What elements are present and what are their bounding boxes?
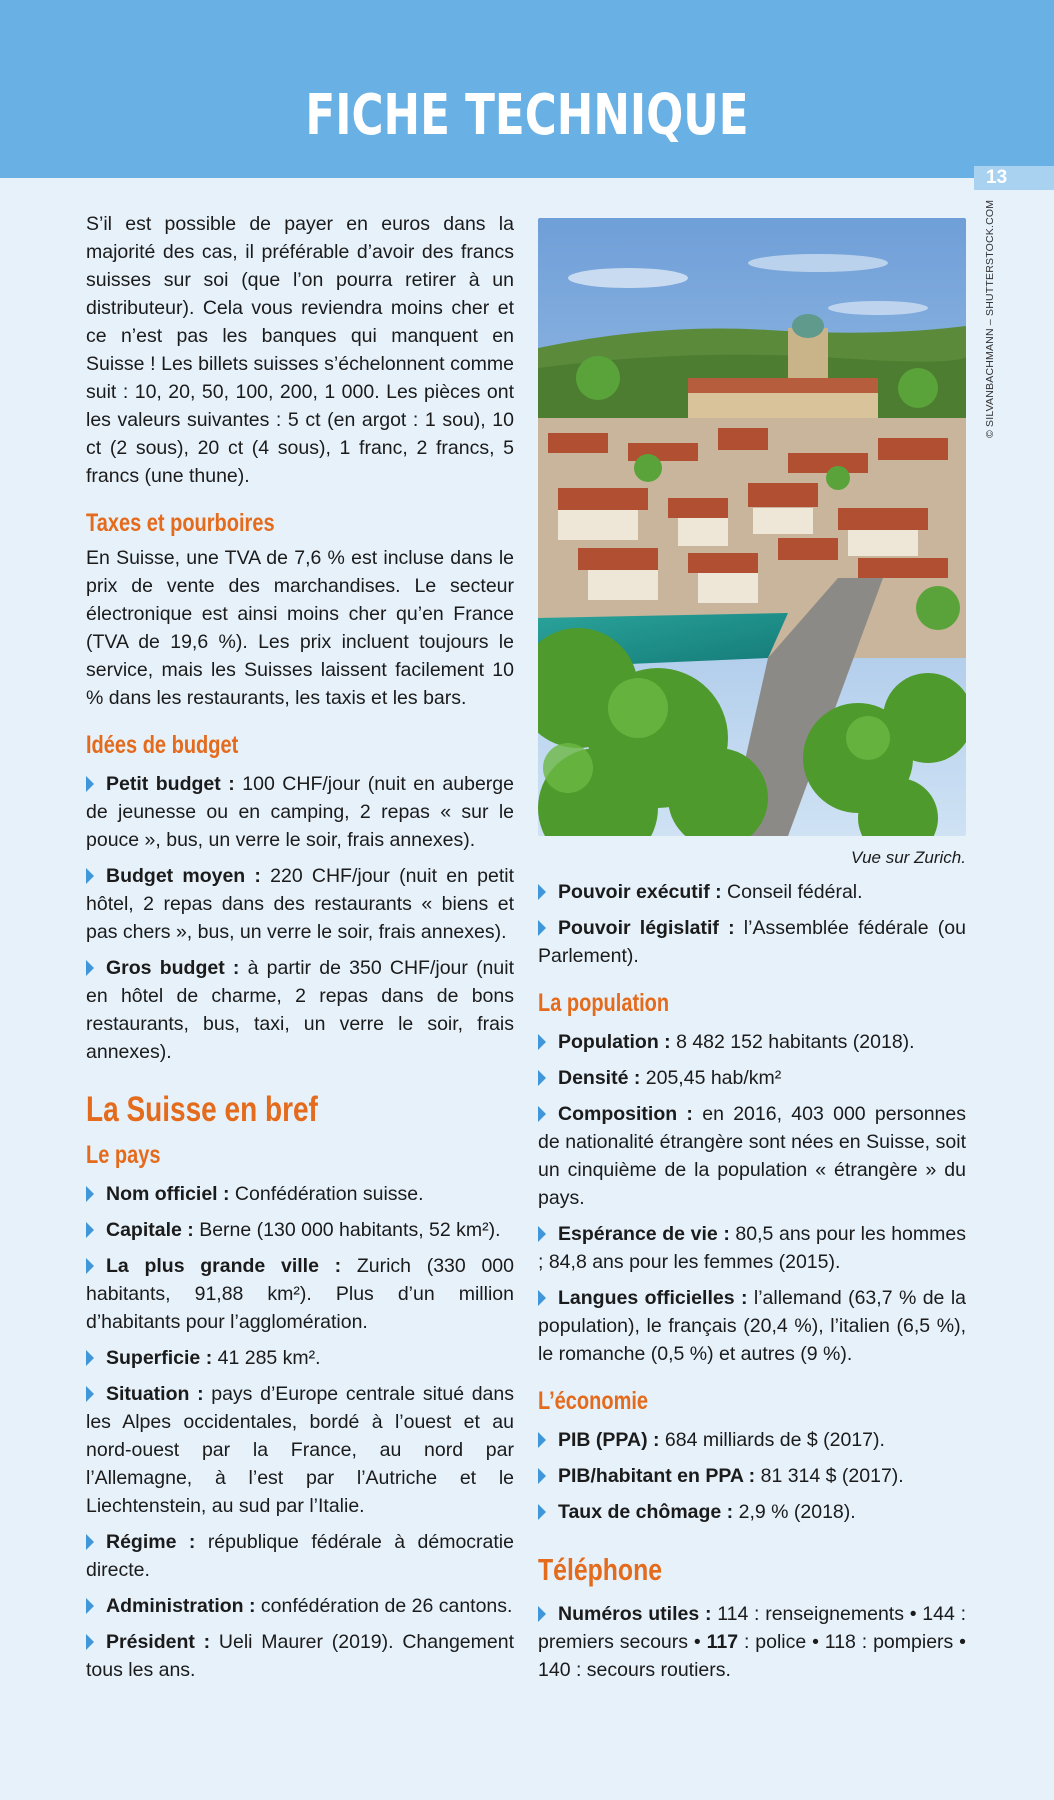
bullet-arrow-icon bbox=[538, 1606, 546, 1622]
list-item: Superficie : 41 285 km². bbox=[86, 1344, 514, 1372]
bullet-arrow-icon bbox=[86, 1634, 94, 1650]
list-item: Espérance de vie : 80,5 ans pour les hommes ; 84,8 ans pour les femmes (2015). bbox=[538, 1223, 966, 1273]
bullet-arrow-icon bbox=[538, 1290, 546, 1306]
bullet-arrow-icon bbox=[86, 868, 94, 884]
bullet-arrow-icon bbox=[538, 920, 546, 936]
list-item: Gros budget : à partir de 350 CHF/jour (nuit en hôtel de charme, 2 repas dans de bons restaurants, bus, taxi, un verre le soir, frais annexes). bbox=[86, 957, 515, 1063]
pays-heading: Le pays bbox=[86, 1141, 161, 1169]
list-item: Langues officielles : l’allemand (63,7 % de la population), le français (20,4 %), l’italien (6,5 %), le romanche (0,5 %) et autres (9 %). bbox=[538, 1287, 966, 1365]
list-item: Budget moyen : 220 CHF/jour (nuit en petit hôtel, 2 repas dans des restaurants « biens et pas chers », bus, un verre le soir, frais annexes). bbox=[86, 865, 514, 943]
page-number: 13 bbox=[974, 166, 1054, 190]
budget-heading: Idées de budget bbox=[86, 731, 239, 759]
list-item: Régime : république fédérale à démocratie directe. bbox=[86, 1531, 514, 1581]
page-header bbox=[0, 0, 1054, 178]
photo-caption: Vue sur Zurich. bbox=[851, 848, 966, 867]
bullet-arrow-icon bbox=[86, 1186, 94, 1202]
bullet-arrow-icon bbox=[86, 1222, 94, 1238]
bullet-arrow-icon bbox=[86, 1350, 94, 1366]
list-item: La plus grande ville : Zurich (330 000 habitants, 91,88 km²). Plus d’un million d’habitants pour l’agglomération. bbox=[86, 1255, 514, 1333]
intro-paragraph: S’il est possible de payer en euros dans la majorité des cas, il préférable d’avoir des francs suisses sur soi (que l’on pourra retirer à un distributeur). Cela vous reviendra moins cher et ce n’est pas les banques qui manquent en Suisse ! Les billets suisses s’échelonnent comme suit : 10, 20, 50, 100, 200, 1 000. Les pièces ont les valeurs suivantes : 5 ct (en argot : 1 sou), 10 ct (2 sous), 20 ct (4 sous), 1 franc, 2 francs, 5 francs (une thune). bbox=[86, 213, 514, 487]
economie-heading: L’économie bbox=[538, 1387, 649, 1415]
bullet-arrow-icon bbox=[86, 960, 94, 976]
bullet-arrow-icon bbox=[86, 1598, 94, 1614]
bref-heading: La Suisse en bref bbox=[86, 1090, 318, 1129]
list-item: Président : Ueli Maurer (2019). Changement tous les ans. bbox=[86, 1631, 514, 1681]
bullet-arrow-icon bbox=[538, 884, 546, 900]
list-item: Taux de chômage : 2,9 % (2018). bbox=[538, 1498, 966, 1526]
list-item: Densité : 205,45 hab/km² bbox=[538, 1064, 966, 1092]
bullet-arrow-icon bbox=[538, 1226, 546, 1242]
zurich-cityscape-image bbox=[538, 218, 966, 836]
photo-credit: © SILVANBACHMANN – SHUTTERSTOCK.COM bbox=[984, 199, 996, 438]
taxes-heading: Taxes et pourboires bbox=[86, 509, 275, 537]
population-heading: La population bbox=[538, 989, 670, 1017]
list-item: Situation : pays d’Europe centrale situé dans les Alpes occidentales, bordé à l’ouest et au nord-ouest par la France, au nord par l’Allemagne, à l’est par l’Autriche et le Liechtenstein, au sud par l’Italie. bbox=[86, 1383, 514, 1517]
left-column bbox=[86, 210, 514, 1684]
list-item: Pouvoir législatif : l’Assemblée fédérale (ou Parlement). bbox=[538, 917, 966, 967]
bullet-arrow-icon bbox=[538, 1432, 546, 1448]
list-item: Numéros utiles : 114 : renseignements • 144 : premiers secours • 117 : police • 118 : pompiers • 140 : secours routiers. bbox=[538, 1603, 966, 1681]
list-item: Petit budget : 100 CHF/jour (nuit en auberge de jeunesse ou en camping, 2 repas « sur le pouce », bus, un verre le soir, frais annexes). bbox=[86, 773, 514, 851]
telephone-heading: Téléphone bbox=[538, 1552, 663, 1587]
bullet-arrow-icon bbox=[538, 1070, 546, 1086]
list-item: Population : 8 482 152 habitants (2018). bbox=[538, 1028, 966, 1056]
list-item: Pouvoir exécutif : Conseil fédéral. bbox=[538, 878, 966, 906]
bullet-arrow-icon bbox=[538, 1504, 546, 1520]
bullet-arrow-icon bbox=[86, 1534, 94, 1550]
right-column bbox=[538, 210, 966, 1684]
bullet-arrow-icon bbox=[86, 1386, 94, 1402]
taxes-paragraph: En Suisse, une TVA de 7,6 % est incluse dans le prix de vente des marchandises. Le secteur électronique est ainsi moins cher qu’en France (TVA de 19,6 %). Les prix incluent toujours le service, mais les Suisses laissent facilement 10 % dans les restaurants, les taxis et les bars. bbox=[86, 547, 514, 709]
list-item: PIB (PPA) : 684 milliards de $ (2017). bbox=[538, 1426, 966, 1454]
list-item: PIB/habitant en PPA : 81 314 $ (2017). bbox=[538, 1462, 966, 1490]
bullet-arrow-icon bbox=[538, 1106, 546, 1122]
bullet-arrow-icon bbox=[538, 1468, 546, 1484]
list-item: Nom officiel : Confédération suisse. bbox=[86, 1180, 514, 1208]
list-item: Composition : en 2016, 403 000 personnes de nationalité étrangère sont nées en Suisse, soit un cinquième de la population « étrangère » du pays. bbox=[538, 1103, 966, 1209]
zurich-photo bbox=[538, 218, 966, 836]
bullet-arrow-icon bbox=[86, 776, 94, 792]
bullet-arrow-icon bbox=[538, 1034, 546, 1050]
list-item: Administration : confédération de 26 cantons. bbox=[86, 1592, 514, 1620]
page-title: FICHE TECHNIQUE bbox=[305, 83, 749, 148]
list-item: Capitale : Berne (130 000 habitants, 52 km²). bbox=[86, 1216, 514, 1244]
bullet-arrow-icon bbox=[86, 1258, 94, 1274]
